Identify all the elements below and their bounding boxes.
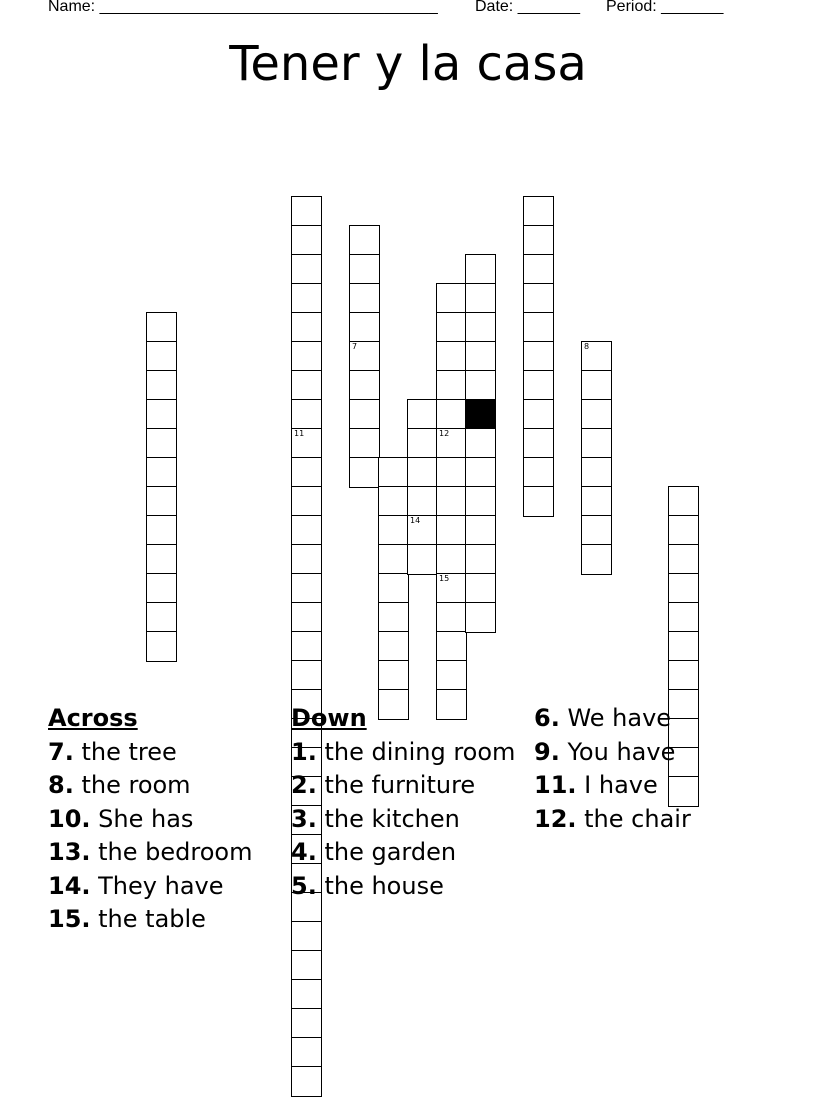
grid-cell[interactable] [581,486,612,517]
grid-cell[interactable] [349,428,380,459]
grid-cell[interactable] [465,428,496,459]
grid-cell[interactable] [349,312,380,343]
clue-number: 1. [291,737,317,766]
grid-cell[interactable] [349,283,380,314]
clue-number: 12. [534,804,577,833]
clue-number: 5. [291,871,317,900]
clue-number-label: 14 [410,516,421,525]
clue-text: the dining room [316,737,516,766]
clue-number-label: 8 [584,342,590,351]
grid-cell[interactable] [378,631,409,662]
grid-cell[interactable] [146,573,177,604]
clue-text: the garden [316,838,457,866]
clue-number: 11. [534,771,577,799]
clue-item [291,870,521,904]
clue-item [534,736,764,770]
clue-item [48,803,278,837]
grid-cell[interactable] [523,312,554,343]
grid-cell[interactable] [146,312,177,343]
grid-cell[interactable] [436,544,467,575]
grid-cell[interactable] [291,950,322,981]
clue-text: the furniture [316,771,476,799]
clue-text: the chair [576,804,691,833]
clue-text: the kitchen [316,804,460,833]
grid-cell[interactable] [523,341,554,372]
grid-cell[interactable] [349,254,380,285]
grid-cell[interactable] [465,602,496,633]
clue-item [291,836,521,870]
grid-cell[interactable] [465,486,496,517]
grid-cell[interactable] [291,428,322,459]
grid-cell[interactable] [436,486,467,517]
grid-cell[interactable] [581,544,612,575]
grid-cell[interactable] [407,399,438,430]
grid-cell[interactable] [436,631,467,662]
grid-cell[interactable] [291,196,322,227]
grid-cell[interactable] [523,370,554,401]
grid-cell[interactable] [581,399,612,430]
grid-cell[interactable] [349,457,380,488]
grid-cell[interactable] [146,515,177,546]
grid-cell[interactable] [465,573,496,604]
grid-cell[interactable] [291,1008,322,1039]
clue-text: We have [559,704,672,732]
clue-item [534,803,764,837]
grid-cell[interactable] [465,515,496,546]
grid-cell[interactable] [465,457,496,488]
grid-cell[interactable] [523,254,554,285]
clue-number: 15. [48,905,91,933]
grid-cell[interactable] [291,370,322,401]
clue-number-label: 15 [439,574,450,583]
clue-item [534,702,764,736]
grid-cell[interactable] [436,457,467,488]
grid-cell[interactable] [291,921,322,952]
grid-cell[interactable] [378,486,409,517]
grid-cell[interactable] [291,1037,322,1068]
clue-number: 14. [48,871,91,900]
grid-cell[interactable] [465,341,496,372]
clue-number-label: 7 [352,342,358,351]
grid-cell[interactable] [436,283,467,314]
clue-number: 13. [48,838,91,866]
date-field-label[interactable]: Date: _______ [475,0,580,15]
grid-cell[interactable] [436,370,467,401]
clue-item [48,769,278,803]
grid-cell[interactable] [291,573,322,604]
name-field-label[interactable]: Name: ______________________________________ [48,0,438,15]
grid-cell[interactable] [523,283,554,314]
grid-cell[interactable] [146,486,177,517]
grid-cell[interactable] [523,399,554,430]
grid-cell[interactable] [146,341,177,372]
grid-cell[interactable] [407,428,438,459]
clue-text: the table [90,905,206,933]
grid-cell[interactable] [523,225,554,256]
grid-cell[interactable] [291,1066,322,1097]
grid-cell[interactable] [581,370,612,401]
grid-cell[interactable] [523,428,554,459]
clue-text: the tree [73,737,177,766]
grid-cell[interactable] [436,602,467,633]
grid-cell[interactable] [291,457,322,488]
grid-cell[interactable] [436,573,467,604]
clue-item [48,836,278,870]
grid-cell[interactable] [465,254,496,285]
clue-text: the house [316,871,444,900]
grid-block-cell [465,399,496,430]
grid-cell[interactable] [668,544,699,575]
grid-cell[interactable] [146,399,177,430]
clue-item [291,769,521,803]
grid-cell[interactable] [349,225,380,256]
grid-cell[interactable] [581,341,612,372]
grid-cell[interactable] [291,979,322,1010]
clue-number: 2. [291,771,317,799]
across-clues-column [48,702,278,937]
clue-number-label: 10 [468,400,479,409]
clue-text: They have [90,871,224,900]
down-clues-column-continued [534,702,764,836]
grid-cell[interactable] [668,660,699,691]
clue-text: She has [90,804,194,833]
grid-cell[interactable] [146,370,177,401]
clue-item [291,803,521,837]
grid-cell[interactable] [465,544,496,575]
clue-number-label: 12 [439,429,450,438]
page-title: Tener y la casa [229,36,587,92]
grid-cell[interactable] [349,399,380,430]
clue-text: the bedroom [90,838,253,866]
grid-cell[interactable] [581,457,612,488]
grid-cell[interactable] [668,631,699,662]
grid-cell[interactable] [349,370,380,401]
grid-cell[interactable] [378,544,409,575]
clue-number: 4. [291,838,317,866]
grid-cell[interactable] [291,515,322,546]
grid-cell[interactable] [436,341,467,372]
grid-cell[interactable] [378,457,409,488]
grid-cell[interactable] [291,254,322,285]
grid-cell[interactable] [436,312,467,343]
grid-cell[interactable] [436,399,467,430]
grid-cell[interactable] [465,312,496,343]
grid-cell[interactable] [291,602,322,633]
grid-cell[interactable] [146,602,177,633]
grid-cell[interactable] [668,573,699,604]
grid-cell[interactable] [378,660,409,691]
clue-number: 10. [48,804,91,833]
grid-cell[interactable] [436,660,467,691]
clue-number: 7. [48,737,74,766]
grid-cell[interactable] [378,515,409,546]
grid-cell[interactable] [349,341,380,372]
grid-cell[interactable] [291,283,322,314]
grid-cell[interactable] [407,486,438,517]
grid-cell[interactable] [465,283,496,314]
grid-cell[interactable] [407,544,438,575]
grid-cell[interactable] [291,312,322,343]
grid-cell[interactable] [407,457,438,488]
down-heading: Down [291,704,367,732]
clue-number-label: 11 [294,429,305,438]
grid-cell[interactable] [523,457,554,488]
grid-cell[interactable] [378,573,409,604]
grid-cell[interactable] [668,602,699,633]
grid-cell[interactable] [146,631,177,662]
grid-cell[interactable] [291,631,322,662]
clue-item [48,903,278,937]
grid-cell[interactable] [291,544,322,575]
grid-cell[interactable] [146,544,177,575]
grid-cell[interactable] [291,486,322,517]
grid-cell[interactable] [407,515,438,546]
period-field-label[interactable]: Period: _______ [606,0,724,15]
clue-item [48,870,278,904]
down-clues-column [291,702,521,903]
across-heading: Across [48,704,138,732]
clue-item [534,769,764,803]
grid-cell[interactable] [146,457,177,488]
clue-number: 9. [534,737,560,766]
grid-cell[interactable] [291,399,322,430]
clue-number: 6. [534,704,560,732]
grid-cell[interactable] [146,428,177,459]
grid-cell[interactable] [523,486,554,517]
grid-cell[interactable] [291,225,322,256]
grid-cell[interactable] [436,515,467,546]
grid-cell[interactable] [378,602,409,633]
clue-text: You have [559,737,676,766]
grid-cell[interactable] [581,428,612,459]
clue-text: I have [576,771,658,799]
clue-item [48,736,278,770]
grid-cell[interactable] [465,370,496,401]
clue-text: the room [73,771,191,799]
clue-number: 3. [291,804,317,833]
grid-cell[interactable] [291,660,322,691]
grid-cell[interactable] [523,196,554,227]
grid-cell[interactable] [291,341,322,372]
grid-cell[interactable] [436,428,467,459]
grid-cell[interactable] [581,515,612,546]
clue-number: 8. [48,771,74,799]
grid-cell[interactable] [668,486,699,517]
clue-item [291,736,521,770]
grid-cell[interactable] [668,515,699,546]
